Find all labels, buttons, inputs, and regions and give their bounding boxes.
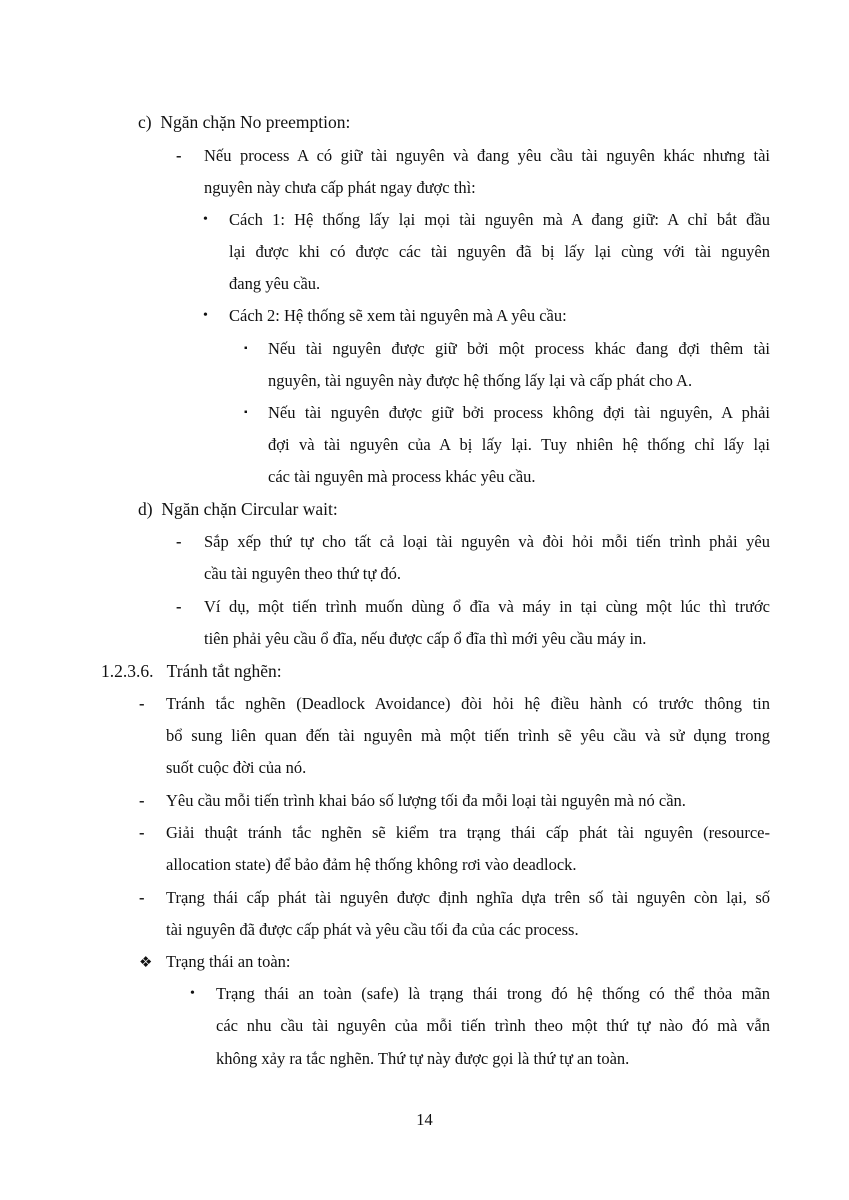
dash-marker: - xyxy=(176,146,182,165)
paragraph-line: lại được khi có được các tài nguyên đã bị lấy lại cùng với tài nguyên xyxy=(229,242,770,261)
paragraph-line: tiên phải yêu cầu ổ đĩa, nếu được cấp ổ đĩa thì mới yêu cầu máy in. xyxy=(204,629,647,648)
paragraph-line: không xảy ra tắc nghẽn. Thứ tự này được gọi là thứ tự an toàn. xyxy=(216,1049,630,1068)
paragraph-line: đợi và tài nguyên của A bị lấy lại. Tuy nhiên hệ thống chỉ lấy lại xyxy=(268,435,770,454)
paragraph-line: Trạng thái an toàn (safe) là trạng thái trong đó hệ thống có thể thỏa mãn xyxy=(216,984,770,1003)
dash-marker: - xyxy=(176,597,182,616)
paragraph-line: tài nguyên đã được cấp phát và yêu cầu tối đa của các process. xyxy=(166,920,579,939)
paragraph-line: Giải thuật tránh tắc nghẽn sẽ kiểm tra trạng thái cấp phát tài nguyên (resource- xyxy=(166,823,770,842)
paragraph-line: Cách 1: Hệ thống lấy lại mọi tài nguyên mà A đang giữ: A chỉ bắt đầu xyxy=(229,210,770,229)
paragraph-line: cầu tài nguyên theo thứ tự đó. xyxy=(204,564,402,583)
subsection-title: Trạng thái an toàn: xyxy=(166,952,291,971)
section-1236-heading: 1.2.3.6. Tránh tắt nghẽn: xyxy=(101,661,282,681)
paragraph-line: Nếu tài nguyên được giữ bởi process không đợi tài nguyên, A phải xyxy=(268,403,770,422)
paragraph-line: nguyên này chưa cấp phát ngay được thì: xyxy=(204,178,476,197)
paragraph-line: Yêu cầu mỗi tiến trình khai báo số lượng tối đa mỗi loại tài nguyên mà nó cần. xyxy=(166,791,686,810)
bullet-marker: • xyxy=(190,986,195,1001)
paragraph-line: nguyên, tài nguyên này được hệ thống lấy lại và cấp phát cho A. xyxy=(268,371,693,390)
paragraph-line: Trạng thái cấp phát tài nguyên được định nghĩa dựa trên số tài nguyên còn lại, số xyxy=(166,888,770,907)
paragraph-line: suốt cuộc đời của nó. xyxy=(166,758,307,777)
bullet-marker: • xyxy=(203,308,208,323)
bullet-marker: • xyxy=(203,212,208,227)
section-d-heading: d) Ngăn chặn Circular wait: xyxy=(138,499,338,519)
dash-marker: - xyxy=(139,888,145,907)
dash-marker: - xyxy=(139,791,145,810)
paragraph-line: Cách 2: Hệ thống sẽ xem tài nguyên mà A yêu cầu: xyxy=(229,306,567,325)
paragraph-line: Tránh tắc nghẽn (Deadlock Avoidance) đòi hỏi hệ điều hành có trước thông tin xyxy=(166,694,770,713)
paragraph-line: các nhu cầu tài nguyên của mỗi tiến trình theo một thứ tự nào đó mà vẫn xyxy=(216,1016,770,1035)
dash-marker: - xyxy=(176,532,182,551)
square-bullet-marker: ▪ xyxy=(244,343,248,354)
square-bullet-marker: ▪ xyxy=(244,407,248,418)
dash-marker: - xyxy=(139,823,145,842)
paragraph-line: Nếu tài nguyên được giữ bởi một process khác đang đợi thêm tài xyxy=(268,339,770,358)
section-c-heading: c) Ngăn chặn No preemption: xyxy=(138,112,351,132)
diamond-bullet-icon: ❖ xyxy=(139,953,153,971)
paragraph-line: allocation state) để bảo đảm hệ thống không rơi vào deadlock. xyxy=(166,855,577,874)
paragraph-line: các tài nguyên mà process khác yêu cầu. xyxy=(268,467,536,486)
paragraph-line: Sắp xếp thứ tự cho tất cả loại tài nguyên và đòi hỏi mỗi tiến trình phải yêu xyxy=(204,532,770,551)
paragraph-line: bổ sung liên quan đến tài nguyên mà một tiến trình sẽ yêu cầu và sử dụng trong xyxy=(166,726,770,745)
dash-marker: - xyxy=(139,694,145,713)
paragraph-line: Nếu process A có giữ tài nguyên và đang yêu cầu tài nguyên khác nhưng tài xyxy=(204,146,770,165)
paragraph-line: đang yêu cầu. xyxy=(229,274,321,293)
page-number: 14 xyxy=(416,1110,433,1129)
paragraph-line: Ví dụ, một tiến trình muốn dùng ổ đĩa và máy in tại cùng một lúc thì trước xyxy=(204,597,770,616)
